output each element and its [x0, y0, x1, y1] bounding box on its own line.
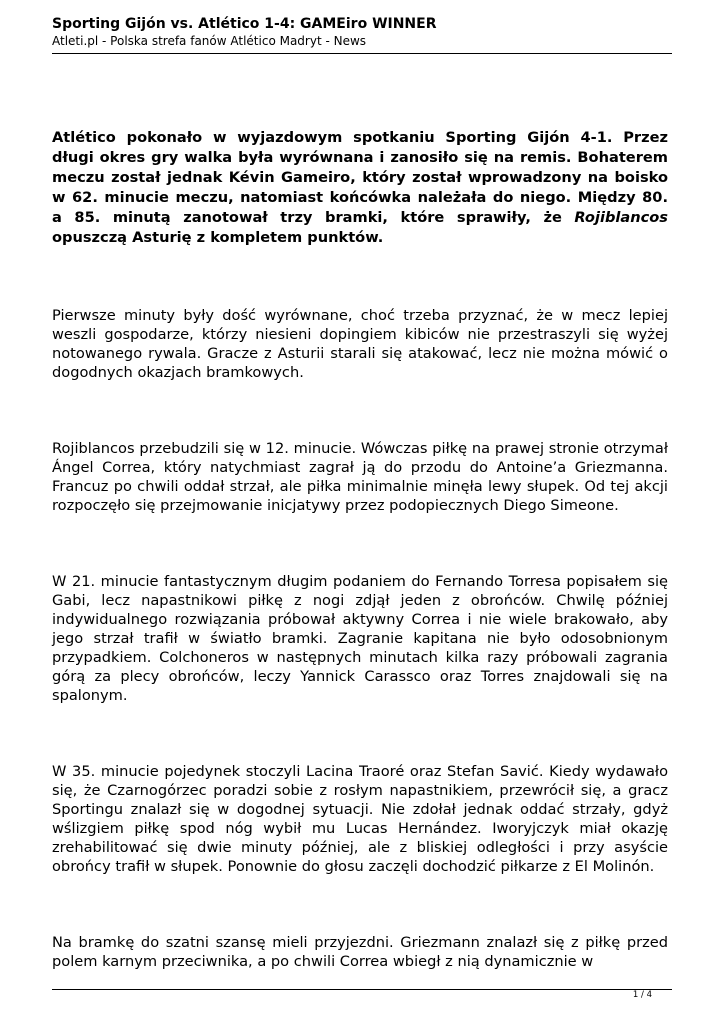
paragraph-spacer: [52, 515, 668, 572]
header-divider: [52, 53, 672, 54]
article-body: [52, 128, 668, 971]
page-header: [52, 15, 672, 49]
body-paragraph-4: W 35. minucie pojedynek stoczyli Lacina Traoré oraz Stefan Savić. Kiedy wydawało się, że Czarnogórzec poradzi sobie z rosłym napastnikiem, przewrócił się, a gracz Sportingu znalazł się w dogodnej sytuacji. Nie zdołał jednak oddać strzały, gdyż wślizgiem piłkę spod nóg wybił mu Lucas Hernández. Iworyjczyk miał okazję zrehabilitować się dwie minuty później, ale z bliskiej odległości i przy asyście obrońcy trafił w słupek. Ponownie do głosu zaczęli dochodzić piłkarze z El Molinón.: [52, 763, 668, 875]
lead-paragraph: [52, 128, 668, 248]
article-title: Sporting Gijón vs. Atlético 1-4: GAMEiro WINNER: [52, 16, 437, 32]
site-subtitle: Atleti.pl - Polska strefa fanów Atlético Madryt - News: [52, 34, 367, 48]
lead-emphasis: Rojiblancos: [574, 209, 668, 226]
paragraph-spacer: [52, 876, 668, 933]
page-number: 1 / 4: [632, 990, 652, 1000]
body-paragraph-1: Pierwsze minuty były dość wyrównane, choć trzeba przyznać, że w mecz lepiej weszli gospodarze, którzy niesieni dopingiem kibiców nie przestraszyli się wyżej notowanego rywala. Gracze z Asturii starali się atakować, lecz nie można mówić o dogodnych okazjach bramkowych.: [52, 307, 668, 381]
paragraph-spacer: [52, 248, 668, 306]
footer-divider: [52, 989, 672, 990]
lead-text-end: opuszczą Asturię z kompletem punktów.: [52, 229, 384, 246]
body-paragraph-2: Rojiblancos przebudzili się w 12. minucie. Wówczas piłkę na prawej stronie otrzymał Ángel Correa, który natychmiast zagrał ją do przodu do Antoine’a Griezmanna. Francuz po chwili oddał strzał, ale piłka minimalnie minęła lewy słupek. Od tej akcji rozpoczęło się przejmowanie inicjatywy przez podopiecznych Diego Simeone.: [52, 440, 668, 514]
body-paragraph-3: W 21. minucie fantastycznym długim podaniem do Fernando Torresa popisałem się Gabi, lecz napastnikowi piłkę z nogi zdjął jeden z obrońców. Chwilę później indywidualnego rozwiązania próbował aktywny Correa i nie wiele brakowało, aby jego strzał trafił w światło bramki. Zagranie kapitana nie było odosobnionym przypadkiem. Colchoneros w następnych minutach kilka razy próbowali zagrania górą za plecy obrońców, leczy Yannick Carassco oraz Torres znajdowali się na spalonym.: [52, 573, 668, 704]
body-paragraph-5: Na bramkę do szatni szansę mieli przyjezdni. Griezmann znalazł się z piłkę przed polem karnym przeciwnika, a po chwili Correa wbiegł z nią dynamicznie w: [52, 934, 668, 970]
paragraph-spacer: [52, 382, 668, 439]
lead-text-start: Atlético pokonało w wyjazdowym spotkaniu Sporting Gijón 4-1. Przez długi okres gry walka była wyrównana i zanosiło się na remis. Bohaterem meczu został jednak Kévin Gameiro, który został wprowadzony na boisko w 62. minucie meczu, natomiast końcówka należała do niego. Między 80. a 85. minutą zanotował trzy bramki, które sprawiły, że: [52, 129, 668, 226]
paragraph-spacer: [52, 705, 668, 762]
